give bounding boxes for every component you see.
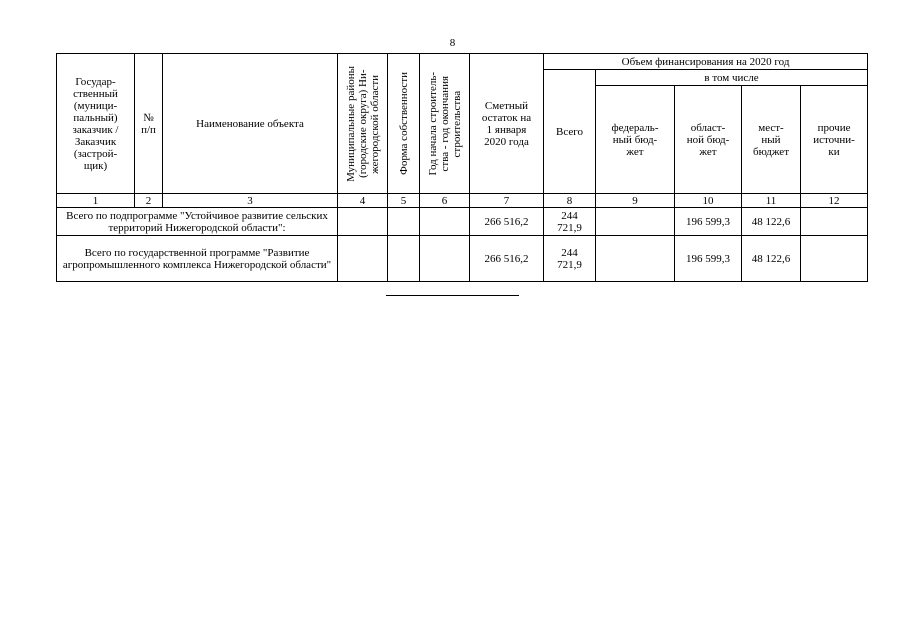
end-separator-line — [386, 295, 519, 296]
row-cell-regional: 196 599,3 — [675, 236, 742, 282]
financing-table — [56, 53, 868, 282]
row-cell-federal — [596, 208, 675, 236]
column-number: 10 — [675, 194, 742, 208]
table-row — [57, 236, 868, 282]
row-label-subprogram: Всего по подпрограмме "Устойчивое развитие сельских территорий Нижегородской области": — [57, 208, 338, 236]
column-number: 12 — [801, 194, 868, 208]
header-federal-budget: федераль- ный бюд- жет — [596, 86, 675, 194]
header-object-name: Наименование объекта — [163, 54, 338, 194]
row-cell-regional: 196 599,3 — [675, 208, 742, 236]
header-years-text: Год начала строитель- ства - год окончания строительства — [426, 71, 463, 176]
row-cell-ownership — [388, 236, 420, 282]
header-including: в том числе — [596, 70, 868, 86]
row-cell-local: 48 122,6 — [742, 236, 801, 282]
column-number-row — [57, 194, 868, 208]
row-cell-estimate: 266 516,2 — [470, 236, 544, 282]
header-number: № п/п — [135, 54, 163, 194]
column-number: 8 — [544, 194, 596, 208]
column-number: 11 — [742, 194, 801, 208]
header-total: Всего — [544, 70, 596, 194]
table-row — [57, 208, 868, 236]
header-ownership — [388, 54, 420, 194]
row-cell-other — [801, 208, 868, 236]
header-other-sources: прочие источни- ки — [801, 86, 868, 194]
page-number: 8 — [449, 37, 456, 49]
row-cell-total: 244 721,9 — [544, 236, 596, 282]
column-number: 6 — [420, 194, 470, 208]
column-number: 7 — [470, 194, 544, 208]
column-number: 1 — [57, 194, 135, 208]
row-cell-ownership — [388, 208, 420, 236]
header-districts-text: Муниципальные районы (городские округа) Ни- жегородской области — [344, 65, 381, 182]
header-regional-budget: област- ной бюд- жет — [675, 86, 742, 194]
column-number: 3 — [163, 194, 338, 208]
row-cell-districts — [338, 236, 388, 282]
column-number: 5 — [388, 194, 420, 208]
header-local-budget: мест- ный бюджет — [742, 86, 801, 194]
row-cell-years — [420, 208, 470, 236]
header-customer: Государ- ственный (муници- пальный) заказчик / Заказчик (застрой- щик) — [57, 54, 135, 194]
column-number: 2 — [135, 194, 163, 208]
row-cell-local: 48 122,6 — [742, 208, 801, 236]
column-number: 4 — [338, 194, 388, 208]
row-cell-federal — [596, 236, 675, 282]
column-number: 9 — [596, 194, 675, 208]
header-districts — [338, 54, 388, 194]
row-cell-total: 244 721,9 — [544, 208, 596, 236]
header-estimate-balance: Сметный остаток на 1 января 2020 года — [470, 54, 544, 194]
row-cell-estimate: 266 516,2 — [470, 208, 544, 236]
row-label-program: Всего по государственной программе "Развитие агропромышленного комплекса Нижегородской области" — [57, 236, 338, 282]
row-cell-years — [420, 236, 470, 282]
header-years — [420, 54, 470, 194]
row-cell-other — [801, 236, 868, 282]
header-financing: Объем финансирования на 2020 год — [544, 54, 868, 70]
header-ownership-text: Форма собственности — [397, 72, 410, 175]
row-cell-districts — [338, 208, 388, 236]
